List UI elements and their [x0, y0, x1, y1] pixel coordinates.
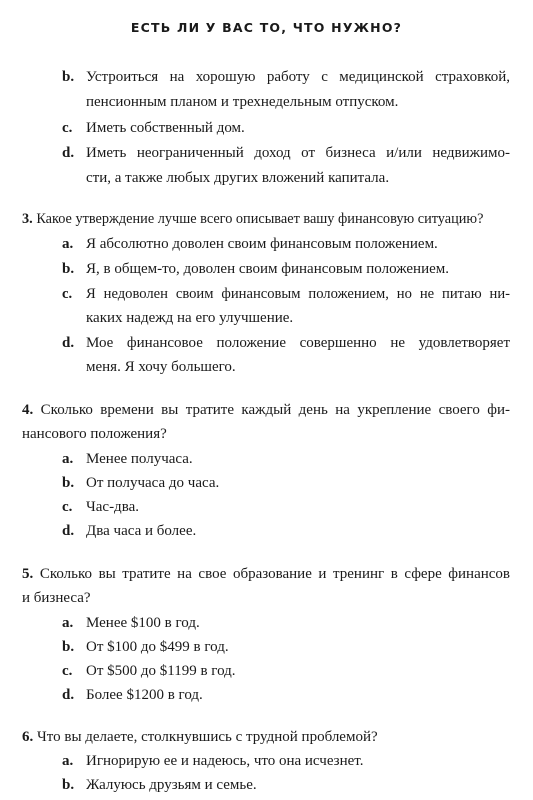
option-letter: b. [62, 261, 75, 277]
option-text: От $100 до $499 в год. [86, 639, 229, 655]
option-letter: a. [62, 451, 74, 467]
question-number: 4. [22, 402, 34, 418]
q2-option-d [62, 144, 510, 162]
q3-option-d [62, 334, 510, 352]
option-text: Два часа и более. [86, 523, 197, 539]
q3-option-b [62, 260, 449, 278]
option-text: Менее $100 в год. [86, 615, 200, 631]
option-text: Я недоволен своим финансовым положением, но не питаю ни- [86, 286, 510, 302]
q4-option-d [62, 522, 196, 540]
option-letter: b. [62, 777, 75, 793]
option-letter: b. [62, 475, 75, 491]
q3-question [22, 210, 483, 228]
q4-question-cont: нансового положения? [22, 426, 167, 442]
question-number: 3. [22, 211, 33, 227]
q6-option-b [62, 776, 257, 794]
question-text: Сколько вы тратите на свое образование и тренинг в сфере финансов [39, 566, 511, 582]
q2-option-b-cont: пенсионным планом и трехнедельным отпуском. [86, 94, 399, 110]
question-text: Сколько времени вы тратите каждый день на укрепление своего фи- [40, 402, 510, 418]
q6-question [22, 728, 378, 746]
option-letter: d. [62, 687, 75, 703]
option-text: От получаса до часа. [86, 475, 220, 491]
question-number: 5. [22, 566, 34, 582]
option-letter: d. [62, 523, 75, 539]
q4-option-a [62, 450, 193, 468]
option-text: Мое финансовое положение совершенно не удовлетворяет [86, 335, 510, 351]
q2-option-c [62, 119, 245, 137]
q5-option-d [62, 686, 203, 704]
option-text: Я абсолютно доволен своим финансовым положением. [86, 236, 438, 252]
option-text: Более $1200 в год. [86, 687, 203, 703]
q4-option-b [62, 474, 219, 492]
q3-option-c [62, 285, 510, 303]
q5-question-cont: и бизнеса? [22, 590, 91, 606]
option-text: Устроиться на хорошую работу с медицинской страховкой, [86, 69, 510, 85]
option-letter: b. [62, 69, 75, 85]
option-letter: a. [62, 615, 74, 631]
q3-option-a [62, 235, 438, 253]
q3-option-d-cont: меня. Я хочу большего. [86, 359, 236, 375]
option-letter: c. [62, 663, 73, 679]
q2-option-b [62, 68, 510, 86]
q5-option-c [62, 662, 236, 680]
option-letter: a. [62, 236, 74, 252]
q4-question [22, 401, 510, 419]
option-letter: c. [62, 286, 73, 302]
option-text: Час-два. [86, 499, 139, 515]
page-header: ЕСТЬ ЛИ У ВАС ТО, ЧТО НУЖНО? [130, 20, 403, 35]
option-text: Я, в общем-то, доволен своим финансовым положением. [86, 261, 450, 277]
q2-option-d-cont: сти, а также любых других вложений капитала. [86, 170, 390, 186]
q5-option-a [62, 614, 200, 632]
q6-option-a [62, 752, 363, 770]
option-letter: c. [62, 499, 73, 515]
q3-option-c-cont: каких надежд на его улучшение. [86, 310, 294, 326]
option-text: Менее получаса. [86, 451, 193, 467]
question-text: Что вы делаете, столкнувшись с трудной проблемой? [37, 729, 378, 745]
option-letter: a. [62, 753, 74, 769]
option-text: Иметь неограниченный доход от бизнеса и/или недвижимо- [86, 145, 510, 161]
option-letter: c. [62, 120, 73, 136]
question-text: Какое утверждение лучше всего описывает вашу финансовую ситуацию? [36, 211, 484, 227]
option-text: Жалуюсь друзьям и семье. [86, 777, 257, 793]
q5-option-b [62, 638, 229, 656]
q5-question [22, 565, 510, 583]
option-letter: d. [62, 335, 75, 351]
option-text: Иметь собственный дом. [86, 120, 245, 136]
option-letter: d. [62, 145, 75, 161]
q4-option-c [62, 498, 139, 516]
option-text: Игнорирую ее и надеюсь, что она исчезнет. [86, 753, 364, 769]
question-number: 6. [22, 729, 34, 745]
option-text: От $500 до $1199 в год. [86, 663, 236, 679]
option-letter: b. [62, 639, 75, 655]
